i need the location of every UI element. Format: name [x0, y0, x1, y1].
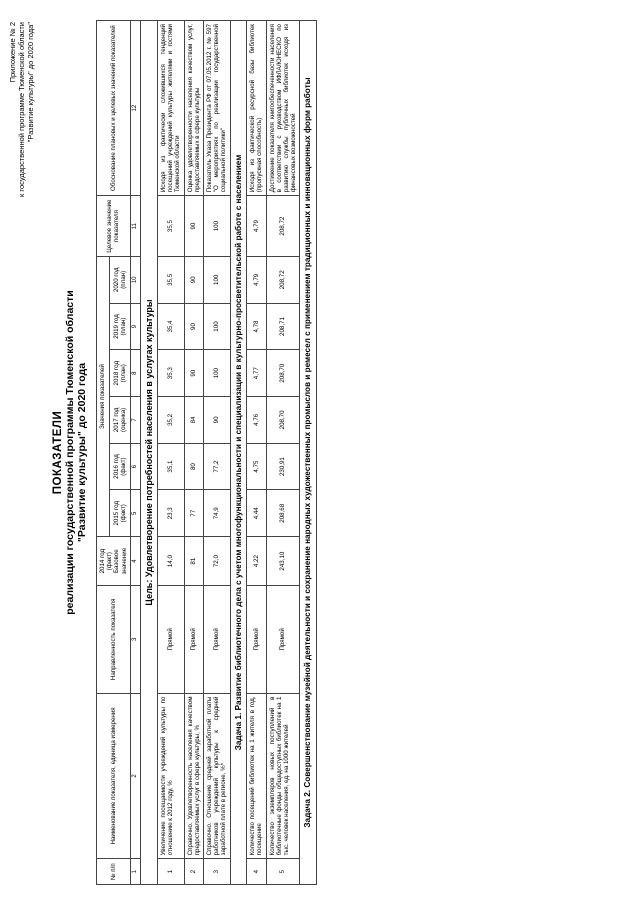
column-index: 4 [130, 537, 140, 586]
cell-num: 5 [266, 859, 300, 885]
cell-num: 4 [247, 859, 266, 885]
cell-2020: 100 [204, 256, 231, 303]
cell-2019: 4,78 [247, 303, 266, 350]
header-2015: 2015 год (факт) [110, 490, 131, 537]
goal-row [141, 21, 158, 885]
cell-2018: 100 [204, 350, 231, 397]
page-subtitle-1: реализации государственной программы Тюменской области [64, 290, 76, 615]
cell-name: Увеличение посещаемости учреждений культуры по отношению к 2012 году, % [158, 693, 185, 859]
column-index: 5 [130, 490, 140, 537]
cell-target: 208,72 [266, 196, 300, 257]
header-row-1 [97, 21, 110, 885]
table-row [204, 21, 231, 885]
header-2016: 2016 год (факт) [110, 443, 131, 490]
cell-num: 2 [184, 859, 203, 885]
header-2020: 2020 год (план) [110, 256, 131, 303]
header-num: № п/п [97, 859, 131, 885]
cell-2015: 74,9 [204, 490, 231, 537]
cell-2016: 35,1 [158, 443, 185, 490]
cell-2016: 4,75 [247, 443, 266, 490]
goal-title: Цель: Удовлетворение потребностей населения в услугах культуры [141, 21, 158, 885]
indicators-table [96, 20, 317, 885]
cell-justification: Показатель Указа Президента РФ от 07.05.2012 г. № 597 "О мероприятиях по реализации государственной социальной политики" [204, 21, 231, 196]
cell-2020: 4,79 [247, 256, 266, 303]
cell-direction: Прямой [266, 586, 300, 693]
column-index: 12 [130, 21, 140, 196]
cell-2015: 23,3 [158, 490, 185, 537]
cell-target: 100 [204, 196, 231, 257]
appendix-line-2: к государственной программе Тюменской области [17, 22, 26, 197]
header-values-group: Значения показателей [97, 256, 110, 536]
cell-base: 81 [184, 537, 203, 586]
cell-2019: 100 [204, 303, 231, 350]
cell-2018: 90 [184, 350, 203, 397]
table-row [158, 21, 185, 885]
cell-2017: 208,70 [266, 397, 300, 444]
header-2017: 2017 год (оценка) [110, 397, 131, 444]
cell-justification: Оценка удовлетворенности населения качеством услуг, предоставляемых в сфере культуры [184, 21, 203, 196]
column-index: 9 [130, 303, 140, 350]
cell-name: Количество экземпляров новых поступлений в библиотечные фонды общедоступных библиотек на 1 тыс. человек населения, ед. на 1000 жителей [266, 693, 300, 859]
title-block [52, 20, 88, 885]
table-row [266, 21, 300, 885]
task-1-row [230, 21, 247, 885]
cell-num: 3 [204, 859, 231, 885]
task-1-title: Задача 1. Развитие библиотечного дела с учетом многофункциональности и специализации в культурно-просветительской работе с населением [230, 21, 247, 885]
cell-target: 4,79 [247, 196, 266, 257]
header-base: 2014 год (факт) Базовое значение [97, 537, 131, 586]
column-index-row [130, 21, 140, 885]
cell-num: 1 [158, 859, 185, 885]
cell-base: 243,10 [266, 537, 300, 586]
appendix-line-1: Приложение № 2 [8, 22, 17, 83]
column-index: 10 [130, 256, 140, 303]
column-index: 2 [130, 693, 140, 859]
appendix-line-3: "Развитие культуры" до 2020 года" [26, 22, 35, 143]
cell-target: 90 [184, 196, 203, 257]
cell-2016: 80 [184, 443, 203, 490]
cell-target: 35,5 [158, 196, 185, 257]
cell-2019: 35,4 [158, 303, 185, 350]
cell-2015: 208,68 [266, 490, 300, 537]
cell-name: Справочно. Отношение средней заработной платы работников учреждений культуры к средней заработной плате в регионе, %* [204, 693, 231, 859]
header-direction: Направленность показателя [97, 586, 131, 693]
cell-direction: Прямой [184, 586, 203, 693]
cell-2018: 4,77 [247, 350, 266, 397]
cell-2020: 35,5 [158, 256, 185, 303]
cell-2015: 4,44 [247, 490, 266, 537]
cell-name: Справочно. Удовлетворенность населения качеством предоставляемых услуг в сфере культуры, % [184, 693, 203, 859]
cell-2018: 35,3 [158, 350, 185, 397]
header-2019: 2019 год (план) [110, 303, 131, 350]
column-index: 6 [130, 443, 140, 490]
cell-base: 72,0 [204, 537, 231, 586]
cell-2020: 90 [184, 256, 203, 303]
cell-base: 4,22 [247, 537, 266, 586]
header-target: Целевое значение показателя [97, 196, 131, 257]
column-index: 7 [130, 397, 140, 444]
header-justification: Обоснование плановых и целевых значений показателей [97, 21, 131, 196]
cell-2016: 230,91 [266, 443, 300, 490]
cell-2018: 208,70 [266, 350, 300, 397]
cell-2016: 77,2 [204, 443, 231, 490]
cell-justification: Исходя из фактически сложившихся тенденций посещений учреждений культуры жителями и гостями Тюменской области [158, 21, 185, 196]
cell-justification: Достижение показателя книгообеспеченности населения в соответствии с руководством ИФЛА/ЮНЕСКО по развитию службы публичных библиотек исходя из финансовых возможностей [266, 21, 300, 196]
cell-justification: Исходя из фактической ресурсной базы библиотек (пропускная способность) [247, 21, 266, 196]
cell-direction: Прямой [247, 586, 266, 693]
table-row [184, 21, 203, 885]
cell-name: Количество посещений библиотек на 1 жителя в год, посещение [247, 693, 266, 859]
column-index: 3 [130, 586, 140, 693]
cell-2019: 208,71 [266, 303, 300, 350]
column-index: 8 [130, 350, 140, 397]
table-row [247, 21, 266, 885]
cell-2020: 208,72 [266, 256, 300, 303]
cell-2017: 84 [184, 397, 203, 444]
cell-2017: 4,76 [247, 397, 266, 444]
cell-2017: 90 [204, 397, 231, 444]
task-2-row [300, 21, 317, 885]
page-title: ПОКАЗАТЕЛИ [52, 410, 64, 495]
header-name: Наименование показателя, единица измерения [97, 693, 131, 859]
page-subtitle-2: "Развитие культуры" до 2020 года [76, 362, 88, 543]
cell-direction: Прямой [204, 586, 231, 693]
cell-2015: 77 [184, 490, 203, 537]
column-index: 11 [130, 196, 140, 257]
header-2018: 2018 год (план) [110, 350, 131, 397]
cell-2019: 90 [184, 303, 203, 350]
task-2-title: Задача 2. Совершенствование музейной деятельности и сохранение народных художественных промыслов и ремесел с применением традиционных и инновационных форм работы [300, 21, 317, 885]
cell-base: 14,0 [158, 537, 185, 586]
cell-direction: Прямой [158, 586, 185, 693]
table-body [130, 21, 316, 885]
appendix-note [8, 22, 35, 197]
column-index: 1 [130, 859, 140, 885]
cell-2017: 35,2 [158, 397, 185, 444]
